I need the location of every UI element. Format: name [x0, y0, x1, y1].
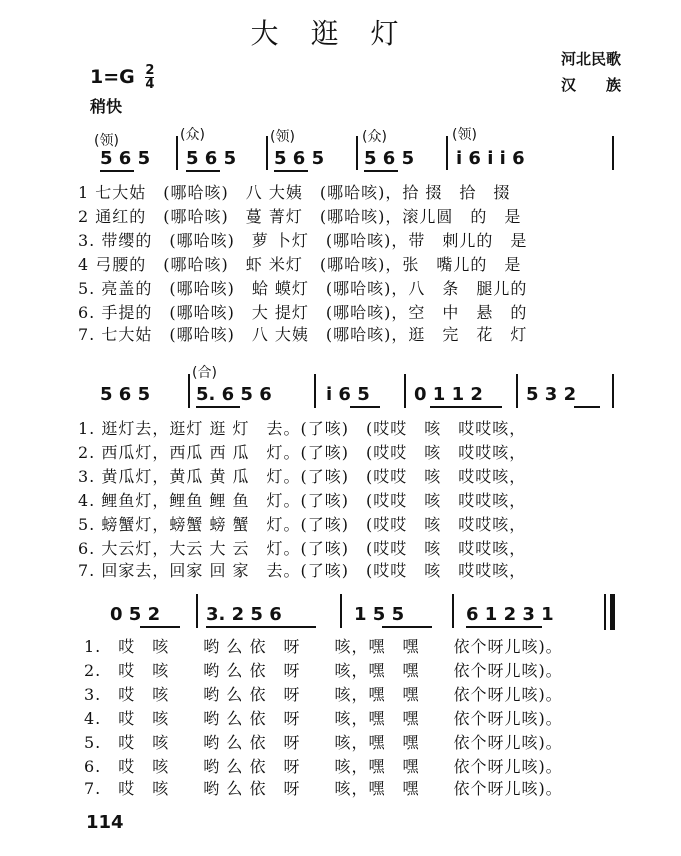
lyric-line: 5. 螃蟹灯，螃蟹 螃 蟹 灯。(了咳) (哎哎 咳 哎哎咳，: [78, 515, 527, 534]
underline: [206, 626, 316, 628]
lyric-line: 2. 哎 咳 哟 么 依 呀 咳，嘿 嘿 依个呀儿咳)。: [84, 661, 563, 680]
barline: [188, 374, 190, 408]
lyric-line: 5. 哎 咳 哟 么 依 呀 咳，嘿 嘿 依个呀儿咳)。: [84, 733, 563, 752]
ethnicity-label: 汉 族: [560, 76, 621, 94]
part-marking: (合): [192, 365, 217, 381]
lyric-line: 1 七大姑 (哪哈咳) 八 大姨 (哪哈咳)，拾 掇 拾 掇: [78, 183, 511, 202]
time-bottom: 4: [145, 77, 155, 92]
underline: [574, 406, 600, 408]
lyric-line: 2. 西瓜灯，西瓜 西 瓜 灯。(了咳) (哎哎 咳 哎哎咳，: [78, 443, 527, 462]
lyric-line: 6. 大云灯，大云 大 云 灯。(了咳) (哎哎 咳 哎哎咳，: [78, 539, 527, 558]
key-label: 1=G: [90, 66, 135, 88]
barline: [516, 374, 518, 408]
lyric-line: 7. 回家去，回家 回 家 去。(了咳) (哎哎 咳 哎哎咳，: [78, 561, 527, 580]
lyric-line: 1. 哎 咳 哟 么 依 呀 咳，嘿 嘿 依个呀儿咳)。: [84, 637, 563, 656]
lyric-line: 7. 哎 咳 哟 么 依 呀 咳，嘿 嘿 依个呀儿咳)。: [84, 779, 563, 798]
underline: [466, 626, 542, 628]
barline: [340, 594, 342, 628]
barline: [176, 136, 178, 170]
barline: [612, 136, 614, 170]
lyric-line: 3. 哎 咳 哟 么 依 呀 咳，嘿 嘿 依个呀儿咳)。: [84, 685, 563, 704]
measure: i̇ 6 i̇ i̇ 6: [456, 148, 525, 169]
barline: [612, 374, 614, 408]
underline: [382, 626, 432, 628]
lyric-line: 4. 哎 咳 哟 么 依 呀 咳，嘿 嘿 依个呀儿咳)。: [84, 709, 563, 728]
lyric-line: 4. 鲤鱼灯，鲤鱼 鲤 鱼 灯。(了咳) (哎哎 咳 哎哎咳，: [78, 491, 527, 510]
underline: [100, 170, 134, 172]
underline: [140, 626, 180, 628]
barline: [404, 374, 406, 408]
time-top: 2: [145, 63, 155, 78]
lyric-line: 7. 七大姑 (哪哈咳) 八 大姨 (哪哈咳)，逛 完 花 灯: [78, 325, 528, 344]
measure: 0 1 1 2: [414, 384, 483, 405]
barline: [196, 594, 198, 628]
origin-label: 河北民歌: [560, 50, 621, 68]
song-title: 大逛灯: [250, 17, 431, 50]
underline: [430, 406, 502, 408]
measure: 5 3 2: [526, 384, 577, 405]
measure: 6 1 2 3 1: [466, 604, 554, 625]
underline: [364, 170, 398, 172]
measure: 5 6 5: [364, 148, 415, 169]
key-signature: [90, 64, 154, 91]
part-marking: (众): [180, 127, 205, 143]
part-marking: (领): [270, 129, 295, 145]
final-barline: [610, 594, 615, 630]
measure: 1 5 5: [354, 604, 405, 625]
measure: 3. 2 5 6: [206, 604, 282, 625]
time-signature: [145, 64, 154, 91]
barline: [446, 136, 448, 170]
barline: [356, 136, 358, 170]
underline: [274, 170, 308, 172]
measure: 5 6 5: [100, 384, 151, 405]
measure: 5 6 5: [186, 148, 237, 169]
measure: 0 5 2: [110, 604, 161, 625]
lyric-line: 2 通红的 (哪哈咳) 蔓 菁灯 (哪哈咳)，滚儿圆 的 是: [78, 207, 522, 226]
measure: 5. 6 5 6: [196, 384, 272, 405]
barline: [266, 136, 268, 170]
page-number: 114: [86, 812, 124, 833]
lyric-line: 1. 逛灯去，逛灯 逛 灯 去。(了咳) (哎哎 咳 哎哎咳，: [78, 419, 527, 438]
lyric-line: 5. 亮盖的 (哪哈咳) 蛤 蟆灯 (哪哈咳)，八 条 腿儿的: [78, 279, 528, 298]
lyric-line: 3. 带缨的 (哪哈咳) 萝 卜灯 (哪哈咳)，带 刺儿的 是: [78, 231, 528, 250]
barline: [604, 594, 606, 630]
lyric-line: 4 弓腰的 (哪哈咳) 虾 米灯 (哪哈咳)，张 嘴儿的 是: [78, 255, 522, 274]
underline: [186, 170, 220, 172]
part-marking: (众): [362, 129, 387, 145]
underline: [350, 406, 380, 408]
part-marking: (领): [94, 133, 119, 149]
underline: [196, 406, 240, 408]
barline: [314, 374, 316, 408]
measure: 5 6 5: [274, 148, 325, 169]
lyric-line: 6. 哎 咳 哟 么 依 呀 咳，嘿 嘿 依个呀儿咳)。: [84, 757, 563, 776]
measure: i̇ 6 5: [326, 384, 370, 405]
part-marking: (领): [452, 127, 477, 143]
lyric-line: 6. 手提的 (哪哈咳) 大 提灯 (哪哈咳)，空 中 悬 的: [78, 303, 528, 322]
measure: 5 6 5: [100, 148, 151, 169]
barline: [452, 594, 454, 628]
lyric-line: 3. 黄瓜灯，黄瓜 黄 瓜 灯。(了咳) (哎哎 咳 哎哎咳，: [78, 467, 527, 486]
tempo-marking: 稍快: [90, 97, 123, 116]
